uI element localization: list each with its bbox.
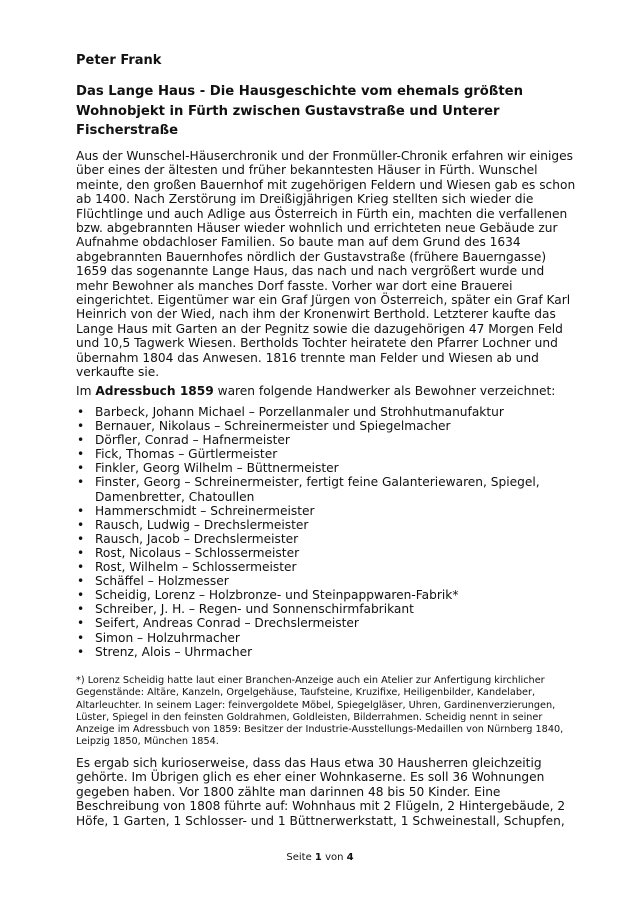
- address-book-intro: [76, 384, 576, 398]
- page-label: Seite: [286, 852, 315, 863]
- list-item: • Rausch, Jacob – Drechslermeister: [77, 531, 299, 546]
- intro-prefix: Im: [76, 384, 96, 398]
- list-item: • Schreiber, J. H. – Regen- und Sonnenschirmfabrikant: [77, 602, 414, 617]
- list-item: • Rausch, Ludwig – Drechslermeister: [77, 517, 309, 532]
- bullet-icon: •: [77, 433, 85, 448]
- list-item: • Barbeck, Johann Michael – Porzellanmaler und Strohhutmanufaktur: [77, 405, 504, 419]
- page-footer: [0, 852, 640, 863]
- bullet-icon: •: [77, 461, 85, 476]
- list-item: • Rost, Nicolaus – Schlossermeister: [77, 545, 300, 560]
- bullet-icon: •: [77, 616, 85, 631]
- list-item: • Fick, Thomas – Gürtlermeister: [77, 447, 278, 462]
- list-item: • Scheidig, Lorenz – Holzbronze- und Steinpappwaren-Fabrik*: [77, 588, 459, 603]
- list-item: • Hammerschmidt – Schreinermeister: [77, 503, 315, 518]
- list-item: • Seifert, Andreas Conrad – Drechslermeister: [77, 616, 359, 631]
- list-item: • Simon – Holzuhrmacher: [77, 630, 240, 645]
- intro-paragraph: Aus der Wunschel-Häuserchronik und der Fronmüller-Chronik erfahren wir einiges über eines der ältesten und früher bekanntesten Häuser in Fürth. Wunschel meinte, den großen Bauernhof mit zugehörigen Feldern und Wiesen gab es schon ab 1400. Nach Zerstörung im Dreißigjährigen Krieg stellten sich wieder die Flüchtlinge und auch Adlige aus Österreich in Fürth ein, machten die verfallenen bzw. abgebrannten Häuser wieder wohnlich und errichteten neue Gebäude zur Aufnahme obdachloser Familien. So baute man auf dem Grund des 1634 abgebrannten Bauernhofes nördlich der Gustavstraße (frühere Bauerngasse) 1659 das sogenannte Lange Haus, das nach und nach vergrößert wurde und mehr Bewohner als manches Dorf fasste. Vorher war dort eine Brauerei eingerichtet. Eigentümer war ein Graf Jürgen von Österreich, später ein Graf Karl Heinrich von der Wied, nach ihm der Kronenwirt Berthold. Letzterer kaufte das Lange Haus mit Garten an der Pegnitz sowie die dazugehörigen 47 Morgen Feld und 10,5 Tagwerk Wiesen. Bertholds Tochter heiratete den Pfarrer Lochner und übernahm 1804 das Anwesen. 1816 trennte man Felder und Wiesen ab und verkaufte sie.: [76, 149, 576, 380]
- of-label: von: [321, 852, 347, 863]
- document-title: Das Lange Haus - Die Hausgeschichte vom ehemals größten Wohnobjekt in Fürth zwischen Gustavstraße und Unterer Fischerstraße: [76, 84, 523, 138]
- bullet-icon: •: [77, 531, 85, 546]
- bullet-icon: •: [77, 503, 85, 518]
- total-pages-number: 4: [346, 852, 354, 863]
- list-item: • Strenz, Alois – Uhrmacher: [77, 644, 253, 659]
- footnote: *) Lorenz Scheidig hatte laut einer Branchen-Anzeige auch ein Atelier zur Anfertigung kirchlicher Gegenstände: Altäre, Kanzeln, Orgelgehäuse, Taufsteine, Kruzifixe, Heiligenbilder, Kandelaber, Altarleuchter. In seinem Lager: feinvergoldete Möbel, Spiegelgläser, Uhren, Gardinenverzierungen, Lüster, Spiegel in den feinsten Goldrahmen, Goldleisten, Bilderrahmen. Scheidig nennt in seiner Anzeige im Adressbuch von 1859: Besitzer der Industrie-Ausstellungs-Medaillen von Nürnberg 1840, Leipzig 1850, München 1854.: [76, 675, 564, 748]
- bullet-icon: •: [77, 602, 85, 617]
- bullet-icon: •: [77, 447, 85, 462]
- bullet-icon: •: [77, 419, 85, 434]
- bullet-icon: •: [77, 630, 85, 645]
- address-book-label: Adressbuch 1859: [95, 384, 214, 398]
- author-name: Peter Frank: [76, 53, 162, 68]
- list-item: • Finkler, Georg Wilhelm – Büttnermeister: [77, 461, 339, 476]
- intro-suffix: waren folgende Handwerker als Bewohner verzeichnet:: [213, 384, 556, 398]
- list-item: • Dörfler, Conrad – Hafnermeister: [77, 433, 290, 448]
- list-item: • Bernauer, Nikolaus – Schreinermeister und Spiegelmacher: [77, 419, 451, 434]
- bullet-icon: •: [77, 517, 85, 532]
- bullet-icon: •: [77, 644, 85, 659]
- bullet-icon: •: [77, 545, 85, 560]
- residents-list: [76, 405, 576, 659]
- list-item: • Rost, Wilhelm – Schlossermeister: [77, 560, 297, 575]
- current-page-number: 1: [314, 852, 322, 863]
- bullet-icon: •: [77, 475, 85, 490]
- list-item: • Finster, Georg – Schreinermeister, fertigt feine Galanteriewaren, Spiegel, Damenbretter, Chatoullen: [77, 475, 540, 504]
- closing-paragraph: Es ergab sich kurioserweise, dass das Haus etwa 30 Hausherren gleichzeitig gehörte. Im Übrigen glich es eher einer Wohnkaserne. Es soll 36 Wohnungen gegeben haben. Vor 1800 zählte man darinnen 48 bis 50 Kinder. Eine Beschreibung von 1808 führte auf: Wohnhaus mit 2 Flügeln, 2 Hintergebäude, 2 Höfe, 1 Garten, 1 Schlosser- und 1 Büttnerwerkstatt, 1 Schweinestall, Schupfen,: [76, 756, 566, 828]
- list-item: • Schäffel – Holzmesser: [77, 574, 229, 589]
- bullet-icon: •: [77, 560, 85, 575]
- bullet-icon: •: [77, 588, 85, 603]
- bullet-icon: •: [77, 574, 85, 589]
- bullet-icon: •: [77, 405, 85, 419]
